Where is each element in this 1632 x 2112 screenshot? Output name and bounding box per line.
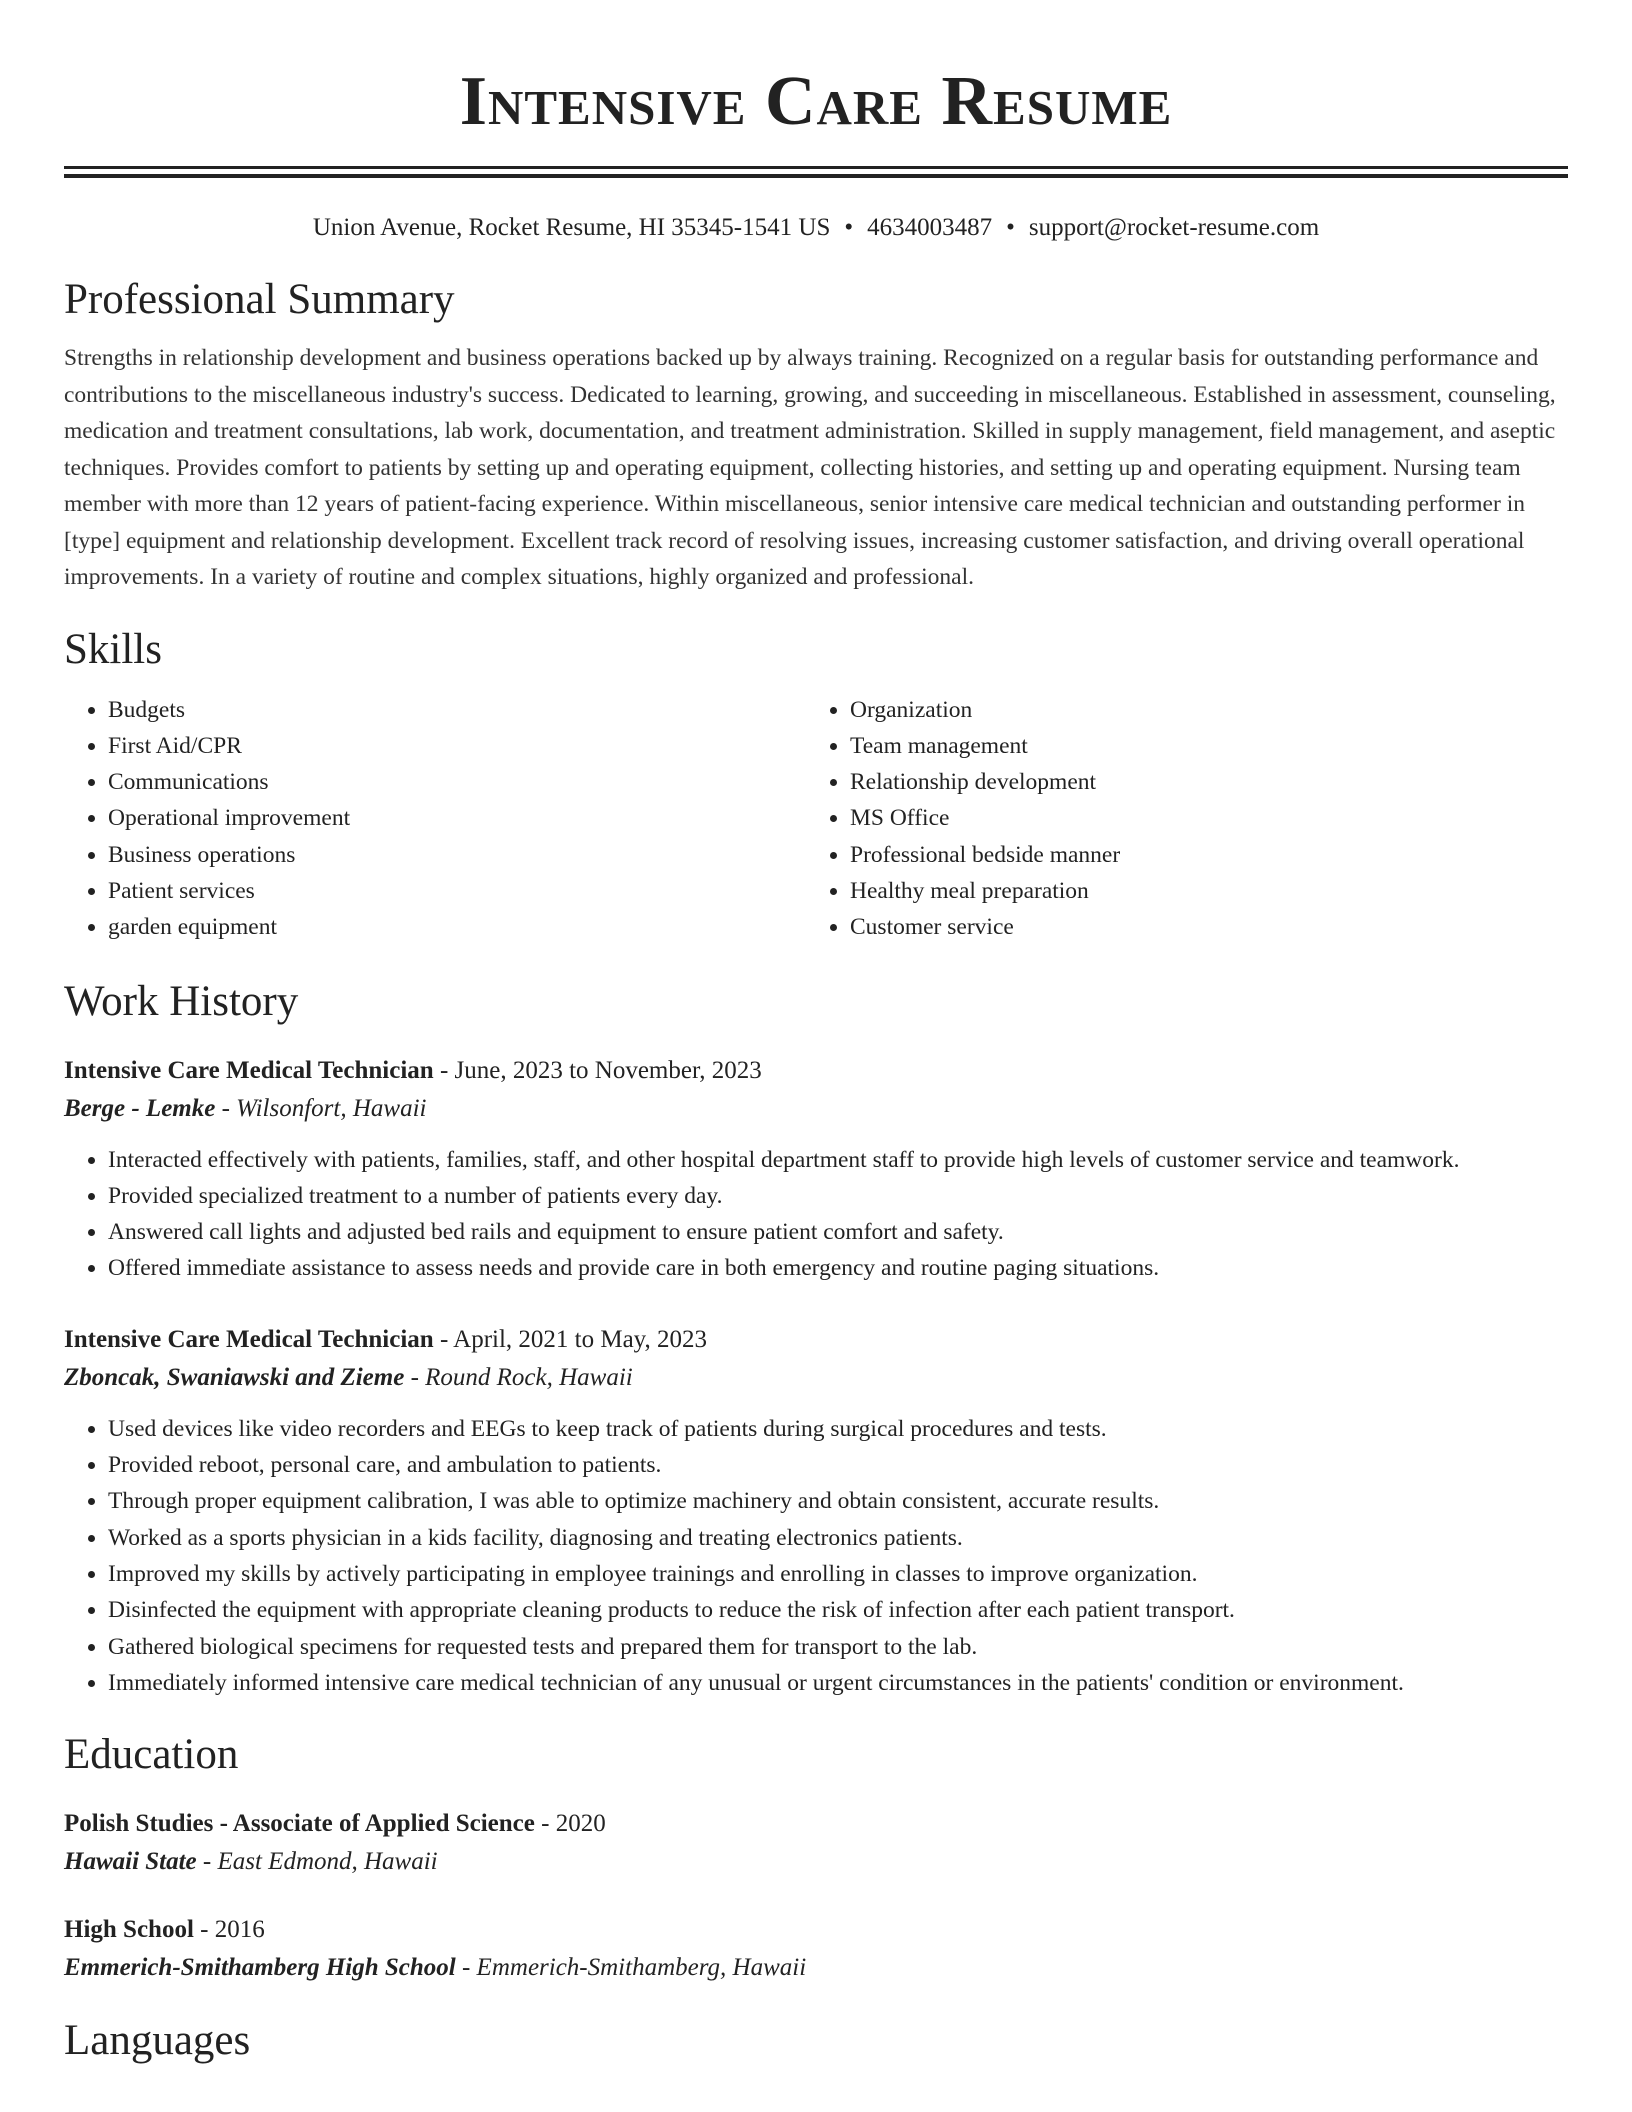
education-location: - East Edmond, Hawaii	[196, 1848, 438, 1876]
job-bullets	[64, 1142, 1568, 1287]
skills-columns	[64, 692, 1568, 946]
education-heading: Education	[64, 1731, 239, 1779]
skill-item: • First Aid/CPR	[108, 728, 806, 764]
education-school: Emmerich-Smithamberg High School	[64, 1954, 456, 1982]
languages-heading: Languages	[64, 2017, 251, 2065]
job-company-line	[64, 1090, 1568, 1128]
job-bullet: • Provided specialized treatment to a number of patients every day.	[108, 1178, 1568, 1214]
contact-email: support@rocket-resume.com	[1028, 214, 1320, 241]
job-bullet: • Immediately informed intensive care medical technician of any unusual or urgent circumstances in the patients' condition or environment.	[108, 1665, 1568, 1701]
contact-separator: •	[844, 214, 854, 241]
skills-heading: Skills	[64, 625, 162, 673]
skill-item: • Organization	[850, 692, 1548, 728]
education-school: Hawaii State	[64, 1848, 197, 1876]
skill-item: • Patient services	[108, 873, 806, 909]
job-bullet: • Used devices like video recorders and EEGs to keep track of patients during surgical procedures and tests.	[108, 1411, 1568, 1447]
contact-phone: 4634003487	[867, 214, 993, 241]
job-company: Zboncak, Swaniawski and Zieme	[64, 1363, 405, 1391]
job-bullet: • Improved my skills by actively participating in employee trainings and enrolling in classes to improve organization.	[108, 1556, 1568, 1592]
skills-section	[64, 624, 1568, 946]
skill-item: • Communications	[108, 764, 806, 800]
job-bullet: • Gathered biological specimens for requested tests and prepared them for transport to the lab.	[108, 1629, 1568, 1665]
job-dates: - April, 2021 to May, 2023	[433, 1325, 708, 1353]
skill-item: • Operational improvement	[108, 800, 806, 836]
job-title: Intensive Care Medical Technician	[64, 1325, 434, 1353]
job-company: Berge - Lemke	[64, 1094, 216, 1122]
job-bullet: • Worked as a sports physician in a kids facility, diagnosing and treating electronics patients.	[108, 1520, 1568, 1556]
languages-section	[64, 2015, 1568, 2067]
education-location: - Emmerich-Smithamberg, Hawaii	[455, 1954, 807, 1982]
work-history-section	[64, 976, 1568, 1702]
resume-page	[64, 0, 1568, 2067]
skill-item: • Customer service	[850, 909, 1548, 945]
summary-text: Strengths in relationship development and business operations backed up by always training. Recognized on a regular basis for outstanding performance and contributions to the miscellaneous industry's success. Dedicated to learning, growing, and succeeding in miscellaneous. Established in assessment, counseling, medication and treatment consultations, lab work, documentation, and treatment administration. Skilled in supply management, field management, and aseptic techniques. Provides comfort to patients by setting up and operating equipment, collecting histories, and setting up and operating equipment. Nursing team member with more than 12 years of patient-facing experience. Within miscellaneous, senior intensive care medical technician and outstanding performer in [type] equipment and relationship development. Excellent track record of resolving issues, increasing customer satisfaction, and driving overall operational improvements. In a variety of routine and complex situations, highly organized and professional.	[64, 345, 1556, 590]
job-title-line	[64, 1321, 1568, 1359]
contact-line	[64, 212, 1568, 244]
summary-heading: Professional Summary	[64, 276, 455, 323]
skill-item: • Team management	[850, 728, 1548, 764]
job-bullet: • Disinfected the equipment with appropriate cleaning products to reduce the risk of infection after each patient transport.	[108, 1592, 1568, 1628]
job-bullet: • Offered immediate assistance to assess needs and provide care in both emergency and routine paging situations.	[108, 1250, 1568, 1286]
skill-item: • Business operations	[108, 837, 806, 873]
education-school-line	[64, 1949, 1568, 1987]
work-history-heading: Work History	[64, 977, 299, 1025]
job-bullet: • Through proper equipment calibration, I was able to optimize machinery and obtain consistent, accurate results.	[108, 1483, 1568, 1519]
job-bullet: • Interacted effectively with patients, families, staff, and other hospital department staff to provide high levels of customer service and teamwork.	[108, 1142, 1568, 1178]
skill-item: • Healthy meal preparation	[850, 873, 1548, 909]
job-dates: - June, 2023 to November, 2023	[433, 1056, 762, 1084]
education-entry	[64, 1805, 1568, 1881]
education-degree-line	[64, 1911, 1568, 1949]
contact-address: Union Avenue, Rocket Resume, HI 35345-1541 US	[312, 214, 831, 241]
education-degree-line	[64, 1805, 1568, 1843]
professional-summary-section	[64, 274, 1568, 596]
education-degree: High School	[64, 1916, 194, 1944]
job-entry	[64, 1052, 1568, 1287]
skill-item: • Budgets	[108, 692, 806, 728]
education-entry	[64, 1911, 1568, 1987]
education-degree: Polish Studies - Associate of Applied Science	[64, 1810, 535, 1838]
education-school-line	[64, 1843, 1568, 1881]
job-location: - Round Rock, Hawaii	[404, 1363, 633, 1391]
job-bullet: • Answered call lights and adjusted bed rails and equipment to ensure patient comfort and safety.	[108, 1214, 1568, 1250]
skill-item: • garden equipment	[108, 909, 806, 945]
education-year: - 2016	[193, 1916, 265, 1944]
job-entry	[64, 1321, 1568, 1701]
job-bullets	[64, 1411, 1568, 1701]
skills-left-list	[64, 692, 806, 946]
job-bullet: • Provided reboot, personal care, and ambulation to patients.	[108, 1447, 1568, 1483]
contact-separator: •	[1006, 214, 1015, 241]
skill-item: • Relationship development	[850, 764, 1548, 800]
title-divider	[64, 166, 1568, 178]
skill-item: • MS Office	[850, 800, 1548, 836]
education-section	[64, 1729, 1568, 1987]
job-title-line	[64, 1052, 1568, 1090]
job-title: Intensive Care Medical Technician	[64, 1056, 434, 1084]
skills-right-list	[806, 692, 1548, 946]
job-location: - Wilsonfort, Hawaii	[215, 1094, 427, 1122]
skill-item: • Professional bedside manner	[850, 837, 1548, 873]
job-company-line	[64, 1359, 1568, 1397]
resume-title: Intensive Care Resume	[459, 63, 1173, 140]
education-year: - 2020	[534, 1810, 606, 1838]
